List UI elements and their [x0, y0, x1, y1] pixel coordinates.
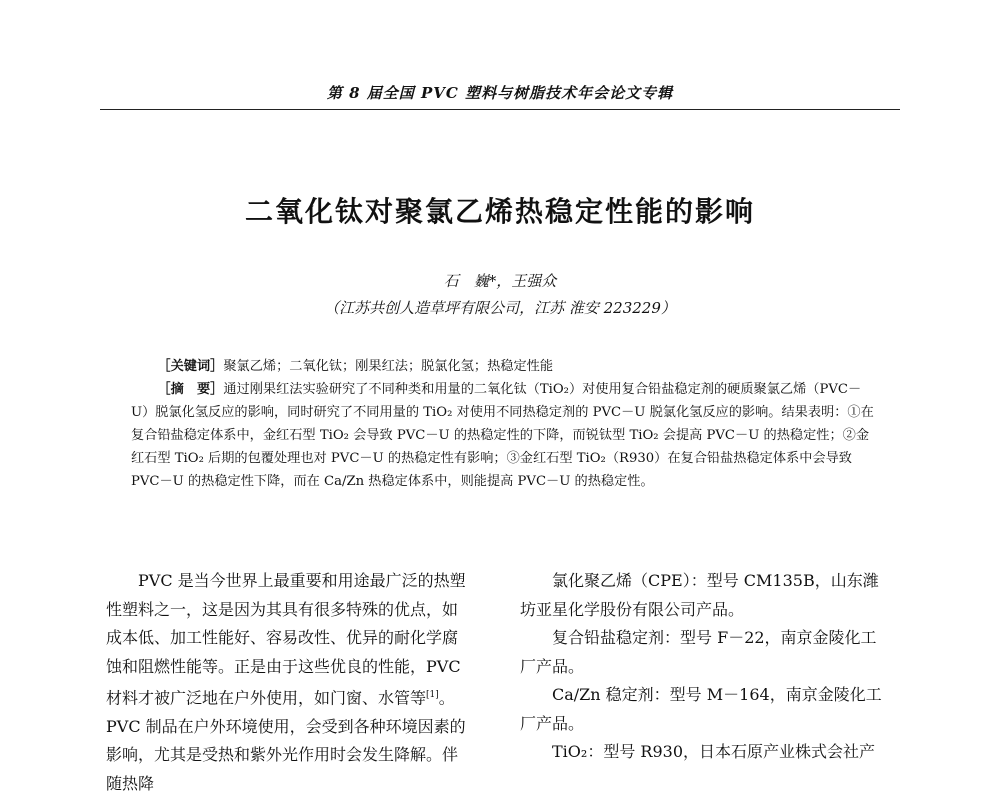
keywords-label: ［关键词］ [157, 359, 224, 374]
material-item: Ca/Zn 稳定剂：型号 M－164，南京金陵化工厂产品。 [520, 685, 882, 733]
authors: 石 巍*，王强众 [443, 272, 557, 290]
intro-text-2: 。PVC 制品在户外环境使用，会受到各种环境因素的影响，尤其是受热和紫外光作用时会发生降解。伴随热降 [106, 688, 466, 793]
abstract [131, 378, 876, 493]
affiliation: （江苏共创人造草坪有限公司，江苏 淮安 223229） [324, 299, 676, 317]
right-column [520, 567, 887, 767]
paper-title: 二氧化钛对聚氯乙烯热稳定性能的影响 [244, 195, 755, 228]
abstract-block [131, 355, 876, 493]
intro-paragraph [106, 567, 473, 798]
material-item: 氯化聚乙烯（CPE）：型号 CM135B，山东潍坊亚星化学股份有限公司产品。 [520, 571, 879, 619]
abstract-text: 通过刚果红法实验研究了不同种类和用量的二氧化钛（TiO₂）对使用复合铅盐稳定剂的硬质聚氯乙烯（PVC－U）脱氯化氢反应的影响，同时研究了不同用量的 TiO₂ 对使用不同热稳定剂的 PVC－U 脱氯化氢反应的影响。结果表明：①在复合铅盐稳定体系中，金红石型 TiO₂ 会导致 PVC－U 的热稳定性的下降，而锐钛型 TiO₂ 会提高 PVC－U 的热稳定性；②金红石型 TiO₂ 后期的包覆处理也对 PVC－U 的热稳定性有影响；③金红石型 TiO₂（R930）在复合铅盐热稳定体系中会导致 PVC－U 的热稳定性下降，而在 Ca/Zn 热稳定体系中，则能提高 PVC－U 的热稳定性。 [131, 382, 874, 489]
header-rule [100, 109, 900, 110]
citation-ref: [1] [426, 690, 439, 700]
keywords [131, 355, 876, 378]
material-item: 复合铅盐稳定剂：型号 F－22，南京金陵化工厂产品。 [520, 628, 877, 676]
intro-text-1: PVC 是当今世界上最重要和用途最广泛的热塑性塑料之一，这是因为其具有很多特殊的优点，如成本低、加工性能好、容易改性、优异的耐化学腐蚀和阻燃性能等。正是由于这些优良的性能，PVC 材料才被广泛地在户外使用，如门窗、水管等 [106, 571, 466, 708]
running-header: 第 8 届全国 PVC 塑料与树脂技术年会论文专辑 [326, 84, 674, 102]
keywords-text: 聚氯乙烯；二氧化钛；刚果红法；脱氯化氢；热稳定性能 [223, 359, 554, 374]
material-item: TiO₂：型号 R930，日本石原产业株式会社产 [552, 742, 875, 761]
abstract-label: ［摘 要］ [157, 382, 224, 397]
left-column [106, 567, 473, 798]
